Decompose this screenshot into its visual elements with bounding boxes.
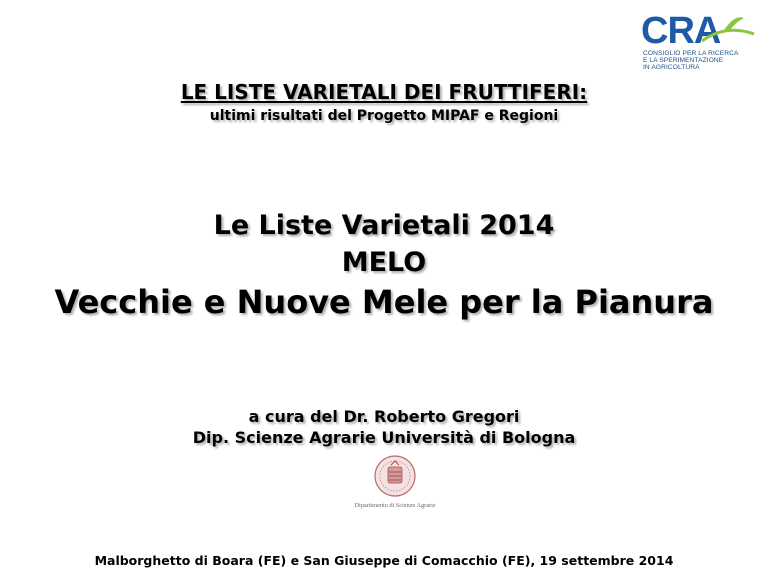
cra-logo	[640, 10, 756, 72]
presentation-title: LE LISTE VARIETALI DEI FRUTTIFERI:	[180, 80, 588, 104]
slide-heading-topic: Vecchie e Nuove Mele per la Pianura	[54, 283, 714, 321]
event-footer: Malborghetto di Boara (FE) e San Giuseppe di Comacchio (FE), 19 settembre 2014	[94, 553, 674, 568]
slide-heading-year: Le Liste Varietali 2014	[213, 210, 555, 241]
university-seal	[338, 454, 452, 514]
cra-logo-icon	[640, 10, 756, 50]
logo-org-line-1: CONSIGLIO PER LA RICERCA	[643, 50, 739, 57]
slide-heading-crop: MELO	[341, 247, 427, 278]
presentation-subtitle: ultimi risultati del Progetto MIPAF e Regioni	[209, 108, 559, 124]
university-seal-icon	[338, 454, 452, 502]
logo-org-line-3: IN AGRICOLTURA	[643, 64, 700, 71]
seal-caption: Dipartimento di Scienze Agrarie	[354, 502, 436, 509]
cra-logo-text: CRA	[641, 10, 721, 50]
author-affiliation: Dip. Scienze Agrarie Università di Bologna	[192, 428, 576, 447]
author-line: a cura del Dr. Roberto Gregori	[248, 407, 520, 426]
logo-org-line-2: E LA SPERIMENTAZIONE	[643, 57, 724, 64]
